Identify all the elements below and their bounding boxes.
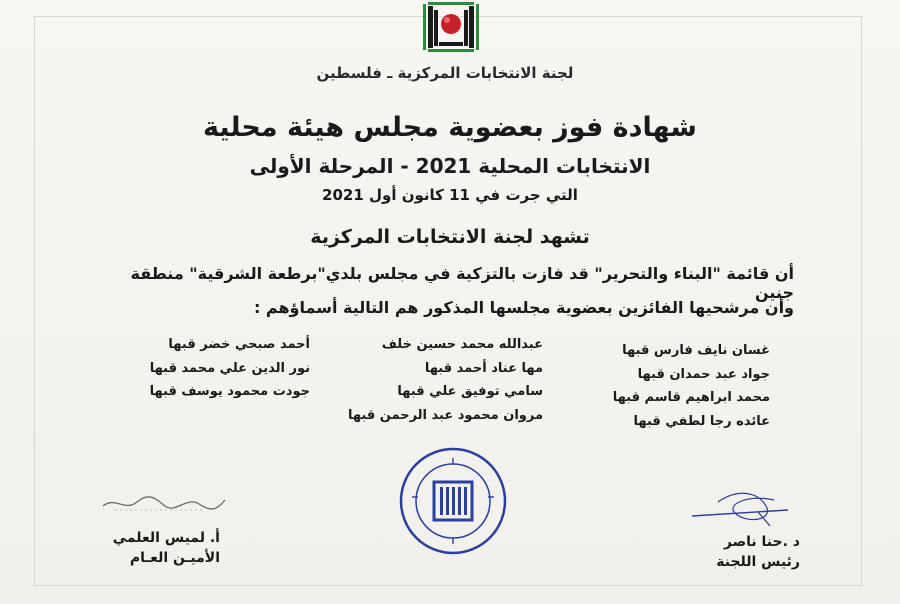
- candidate-name: مها عناد أحمد قبها: [424, 360, 543, 376]
- certificate-title: شهادة فوز بعضوية مجلس هيئة محلية: [203, 112, 697, 143]
- secretary-signature-handwriting: [95, 488, 230, 518]
- cec-seal-stamp: [398, 446, 508, 556]
- chairman-signature-handwriting: [688, 482, 798, 530]
- candidate-name: نور الدين علي محمد قبها: [149, 360, 310, 376]
- certificate-subtitle: الانتخابات المحلية 2021 - المرحلة الأولى: [249, 154, 651, 178]
- candidate-name: عائده رجا لطفي قبها: [633, 413, 770, 429]
- candidates-intro-paragraph: وأن مرشحيها الفائزين بعضوية مجلسها المذكور هم التالية أسماؤهم :: [253, 298, 794, 317]
- org-name: لجنة الانتخابات المركزية ـ فلسطين: [316, 64, 574, 82]
- candidate-name: مروان محمود عبد الرحمن قبها: [347, 407, 543, 423]
- chairman-title: رئيس اللجنة: [716, 554, 800, 570]
- candidate-name: غسان نايف فارس قبها: [622, 343, 770, 358]
- attestation-heading: تشهد لجنة الانتخابات المركزية: [310, 226, 590, 248]
- names-column-middle: [318, 333, 543, 427]
- candidate-name: سامي توفيق علي قبها: [397, 384, 543, 399]
- secretary-title: الأميـن العـام: [129, 550, 220, 566]
- cec-logo-icon: [420, 2, 482, 54]
- election-date: التي جرت في 11 كانون أول 2021: [322, 186, 578, 204]
- chairman-signature-block: [690, 532, 800, 572]
- secretary-signature-block: [110, 528, 220, 568]
- names-column-right: [560, 339, 770, 433]
- candidate-name: محمد ابراهيم قاسم قبها: [612, 390, 770, 405]
- candidate-name: أحمد صبحي خضر قبها: [168, 337, 310, 352]
- chairman-name: د .حنا ناصر: [723, 534, 800, 550]
- candidate-name: جودت محمود يوسف قبها: [149, 384, 310, 399]
- secretary-name: أ. لميس العلمي: [112, 530, 220, 546]
- winning-list-paragraph: أن قائمة "البناء والتحرير" قد فازت بالتزكية في مجلس بلدي"برطعة الشرقية" منطقة جنين: [130, 264, 794, 302]
- candidate-name: جواد عبد حمدان قبها: [637, 366, 770, 382]
- names-column-left: [110, 333, 310, 404]
- candidate-name: عبدالله محمد حسين خلف: [381, 337, 543, 352]
